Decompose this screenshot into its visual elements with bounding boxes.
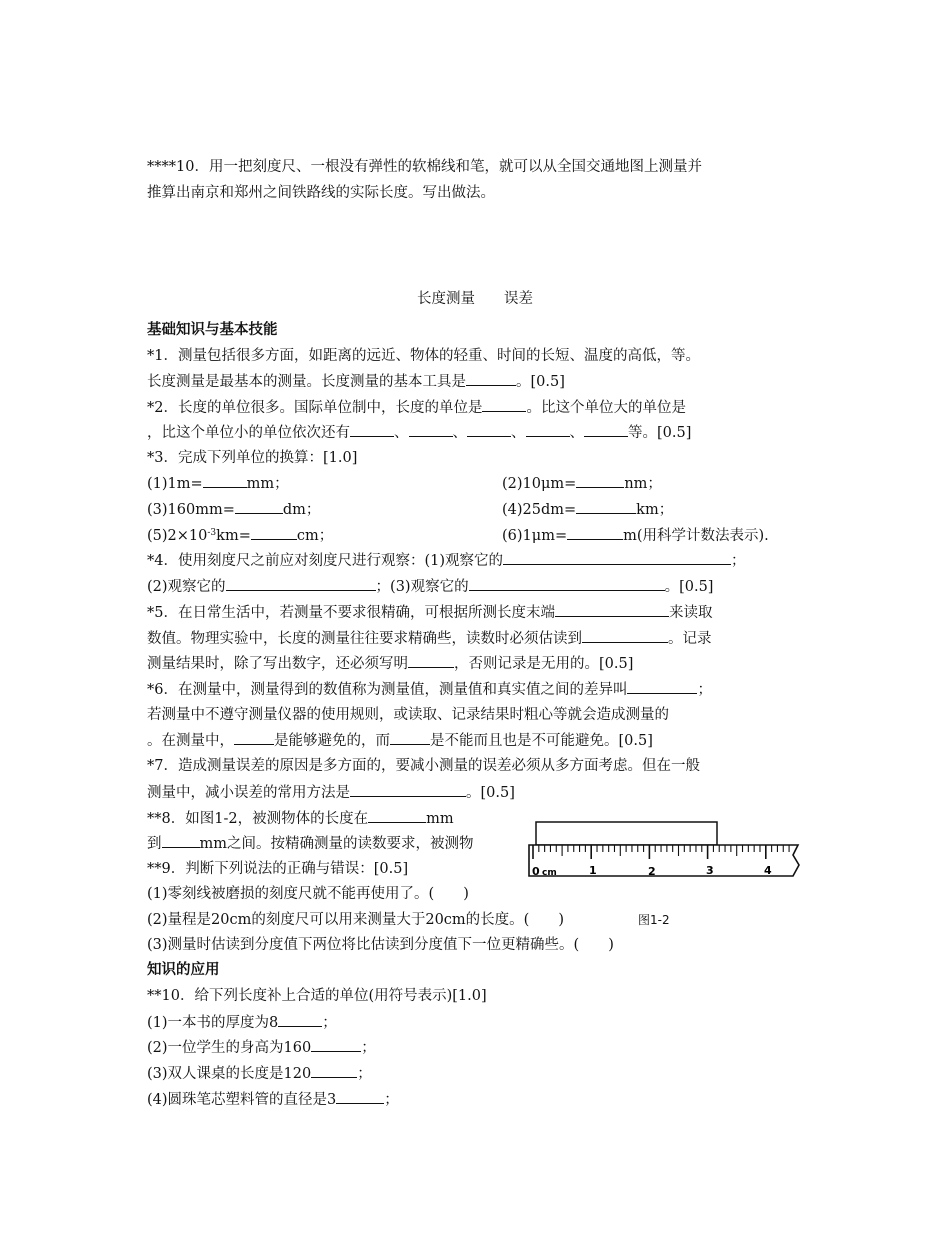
q1-line1: *1．测量包括很多方面，如距离的远近、物体的轻重、时间的长短、温度的高低，等。: [147, 348, 700, 364]
answer-blank[interactable]: [584, 422, 628, 437]
q4-text-c: ；(3)观察它的: [375, 579, 469, 595]
q9-statement-1: (1)零刻线被磨损的刻度尺就不能再使用了。( ): [147, 886, 469, 902]
separator: 、: [452, 425, 467, 441]
q5-text-c: 数值。物理实验中，长度的测量往往要求精确些，读数时必须估读到: [147, 631, 582, 647]
ruler-label-0: 0: [532, 865, 540, 878]
q4-text: *4．使用刻度尺之前应对刻度尺进行观察：(1)观察它的: [147, 553, 504, 569]
q3-item-2-text: (2)10μm=: [502, 476, 577, 492]
q3-item-3-text: (3)160mm=: [147, 502, 235, 518]
ruler-label-1: 1: [589, 864, 597, 877]
q10-heading: **10．给下列长度补上合适的单位(用符号表示)[1.0]: [147, 988, 487, 1004]
q3-item-4-text: (4)25dm=: [502, 502, 577, 518]
q7-text-b: 测量中，减小误差的常用方法是: [147, 785, 350, 801]
q3-item-1-unit: mm；: [246, 476, 289, 492]
q5-text-f: ，否则记录是无用的。[0.5]: [454, 656, 634, 672]
ruler-label-2: 2: [648, 865, 656, 878]
q6-line3: [147, 730, 653, 751]
q8-unit: mm: [426, 811, 454, 827]
q8-text-c: 到: [147, 836, 162, 852]
q2-text: *2．长度的单位很多。国际单位制中，长度的单位是: [147, 400, 483, 416]
q10-item-3-text: (3)双人课桌的长度是120: [147, 1066, 312, 1082]
answer-blank[interactable]: [350, 782, 466, 797]
q7-text-c: 。[0.5]: [466, 785, 515, 801]
q6-line2: 若测量中不遵守测量仪器的使用规则，或读取、记录结果时粗心等就会造成测量的: [147, 707, 669, 723]
q4-text-b: (2)观察它的: [147, 579, 226, 595]
q7-line2: [147, 782, 515, 803]
q4-line1: [147, 550, 746, 571]
answer-blank[interactable]: [555, 602, 669, 617]
q10-item-4-text: (4)圆珠笔芯塑料管的直径是3: [147, 1092, 337, 1108]
q3-heading: *3．完成下列单位的换算：[1.0]: [147, 450, 358, 466]
q2-text-c: ，比这个单位小的单位依次还有: [147, 425, 350, 441]
q3-item-5: [147, 525, 333, 546]
answer-blank[interactable]: [576, 499, 636, 514]
answer-blank[interactable]: [469, 576, 665, 591]
q6-text-end: ；: [697, 682, 712, 698]
answer-blank[interactable]: [467, 422, 511, 437]
measured-object: [536, 822, 717, 845]
q7-line1: *7．造成测量误差的原因是多方面的，要减小测量的误差必须从多方面考虑。但在一般: [147, 758, 700, 774]
page-title: 长度测量 误差: [417, 291, 533, 307]
q9-heading: **9．判断下列说法的正确与错误：[0.5]: [147, 861, 409, 877]
separator: 、: [569, 425, 584, 441]
q3-item-5-text: (5)2×10: [147, 528, 208, 544]
q6-text: *6．在测量中，测量得到的数值称为测量值，测量值和真实值之间的差异叫: [147, 682, 628, 698]
answer-blank[interactable]: [582, 628, 668, 643]
q3-item-5-unit: cm；: [296, 528, 334, 544]
separator: 、: [511, 425, 526, 441]
answer-blank[interactable]: [336, 1089, 384, 1104]
q8-text-d: mm之间。按精确测量的读数要求，被测物: [199, 836, 474, 852]
answer-blank[interactable]: [311, 1037, 361, 1052]
q3-item-3: [147, 499, 320, 520]
q3-item-6: [502, 525, 769, 546]
q10-item-4: [147, 1089, 399, 1110]
answer-blank[interactable]: [251, 525, 297, 540]
q2-text-d: 等。[0.5]: [628, 425, 692, 441]
figure-caption: 图1-2: [638, 913, 670, 927]
answer-blank[interactable]: [368, 808, 426, 823]
q3-item-1: [147, 473, 289, 494]
separator: 、: [394, 425, 409, 441]
q4-line2: [147, 576, 713, 597]
answer-blank[interactable]: [503, 550, 731, 565]
answer-blank[interactable]: [409, 422, 453, 437]
q10-item-1-text: (1)一本书的厚度为8: [147, 1015, 279, 1031]
q3-item-1-text: (1)1m=: [147, 476, 203, 492]
q3-item-5-text-b: km=: [216, 528, 251, 544]
q10-item-2: [147, 1037, 376, 1058]
q6-text-d: 是能够避免的，而: [274, 733, 390, 749]
answer-blank[interactable]: [350, 422, 394, 437]
q5-line3: [147, 653, 633, 674]
q1-text-end: 。[0.5]: [516, 374, 565, 390]
q5-text-b: 来读取: [668, 605, 713, 621]
answer-blank[interactable]: [526, 422, 570, 437]
answer-blank[interactable]: [203, 473, 247, 488]
q3-item-3-unit: dm；: [282, 502, 321, 518]
q4-text-d: 。[0.5]: [664, 579, 714, 595]
q5-text: *5．在日常生活中，若测量不要求很精确，可根据所测长度末端: [147, 605, 555, 621]
answer-blank[interactable]: [162, 833, 200, 848]
q5-text-d: 。记录: [668, 631, 712, 647]
q3-item-6-text: (6)1μm=: [502, 528, 568, 544]
ruler-label-4: 4: [764, 864, 772, 877]
section-heading-basic: 基础知识与基本技能: [147, 322, 278, 338]
ruler-label-unit: cm: [542, 868, 557, 878]
answer-blank[interactable]: [627, 679, 697, 694]
q10-top-line2: 推算出南京和郑州之间铁路线的实际长度。写出做法。: [147, 185, 495, 201]
q2-line2: [147, 422, 691, 443]
answer-blank[interactable]: [567, 525, 623, 540]
exponent: -3: [207, 528, 217, 538]
q3-item-2-unit: nm；: [624, 476, 662, 492]
q2-text-b: 。比这个单位大的单位是: [526, 400, 686, 416]
answer-blank[interactable]: [311, 1063, 357, 1078]
q8-line1: [147, 808, 454, 829]
q3-item-4: [502, 499, 673, 520]
q6-line1: [147, 679, 712, 700]
q1-line2: [147, 371, 565, 392]
answer-blank[interactable]: [234, 730, 274, 745]
q5-text-e: 测量结果时，除了写出数字，还必须写明: [147, 656, 408, 672]
q9-statement-3: (3)测量时估读到分度值下两位将比估读到分度值下一位更精确些。( ): [147, 937, 614, 953]
q10-item-end: ；: [322, 1015, 337, 1031]
answer-blank[interactable]: [482, 397, 526, 412]
answer-blank[interactable]: [408, 653, 454, 668]
q3-item-2: [502, 473, 662, 494]
ruler-body: [529, 845, 799, 876]
section-heading-application: 知识的应用: [147, 962, 220, 978]
q5-line1: [147, 602, 712, 623]
q10-item-end: ；: [357, 1066, 372, 1082]
q8-line2: [147, 833, 474, 854]
q10-item-end: ；: [384, 1092, 399, 1108]
q10-item-1: [147, 1012, 337, 1033]
answer-blank[interactable]: [466, 371, 516, 386]
answer-blank[interactable]: [390, 730, 430, 745]
q10-item-2-text: (2)一位学生的身高为160: [147, 1040, 312, 1056]
q10-item-end: ；: [361, 1040, 376, 1056]
q6-text-c: 。在测量中，: [147, 733, 234, 749]
answer-blank[interactable]: [576, 473, 624, 488]
q10-item-3: [147, 1063, 372, 1084]
q5-line2: [147, 628, 712, 649]
ruler-label-3: 3: [706, 864, 714, 877]
q9-statement-2: (2)量程是20cm的刻度尺可以用来测量大于20cm的长度。( ): [147, 912, 564, 928]
q3-item-6-unit: m(用科学计数法表示).: [623, 528, 769, 544]
ruler-figure: [525, 818, 805, 886]
q8-text: **8．如图1-2，被测物体的长度在: [147, 811, 369, 827]
answer-blank[interactable]: [278, 1012, 322, 1027]
q10-top-line1: ****10．用一把刻度尺、一根没有弹性的软棉线和笔，就可以从全国交通地图上测量并: [147, 159, 702, 175]
answer-blank[interactable]: [235, 499, 283, 514]
answer-blank[interactable]: [226, 576, 376, 591]
q6-text-e: 是不能而且也是不可能避免。[0.5]: [430, 733, 653, 749]
q3-item-4-unit: km；: [636, 502, 674, 518]
q2-line1: [147, 397, 686, 418]
q4-text-end: ；: [731, 553, 746, 569]
q1-text: 长度测量是最基本的测量。长度测量的基本工具是: [147, 374, 466, 390]
